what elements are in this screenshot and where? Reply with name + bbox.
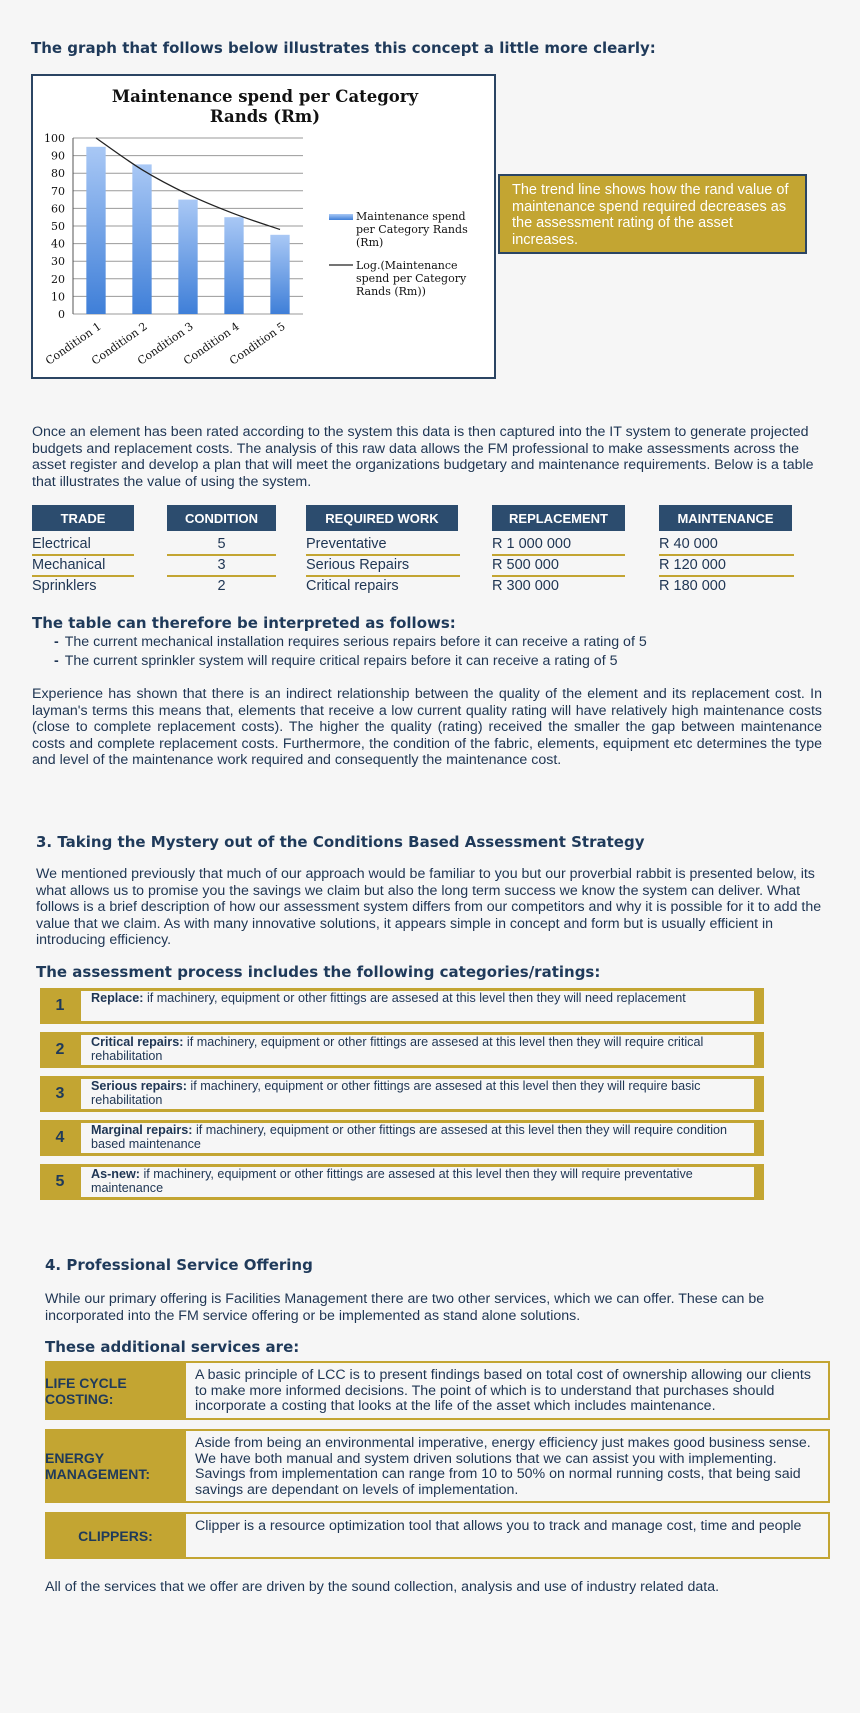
service-description: A basic principle of LCC is to present findings based on total cost of ownership allowing our clients to make more informed decisions. The point of which is to understand that purchases should incorporate a costing that looks at the life of the asset which includes maintenance. <box>186 1363 828 1418</box>
y-tick-label: 70 <box>51 184 65 198</box>
bar <box>132 164 151 314</box>
legend-entry-line: Log.(Maintenance <box>356 259 458 272</box>
cell-maintenance: R 180 000 <box>659 578 726 594</box>
x-tick-label: Condition 5 <box>227 319 288 368</box>
rating-item-2 <box>40 1032 764 1068</box>
paragraph-services: While our primary offering is Facilities Management there are two other services, which we can offer. These can be incorporated into the FM service offering or be implemented as stand alone solutions. <box>45 1291 765 1324</box>
section-4-heading: 4. Professional Service Offering <box>45 1256 313 1274</box>
legend-entry-line: (Rm) <box>356 236 384 249</box>
bar <box>224 217 243 314</box>
list-item: - The current sprinkler system will require critical repairs before it can receive a rating of 5 <box>54 653 618 669</box>
cell-required-work: Preventative <box>306 536 387 552</box>
bar <box>86 147 105 314</box>
service-label: LIFE CYCLE COSTING: <box>45 1374 127 1407</box>
rating-number: 5 <box>55 1173 65 1190</box>
row-divider <box>659 554 794 556</box>
rating-item-5 <box>40 1164 764 1200</box>
legend-entry-line: Rands (Rm)) <box>356 285 426 298</box>
paragraph-it-system: Once an element has been rated according to the system this data is then captured into the IT system to generate projected budgets and replacement costs. The analysis of this raw data allows the FM professional to make assessments across the asset register and develop a plan that will meet the organizations budgetary and maintenance requirements. Below is a table that illustrates the value of using the system. <box>32 424 814 490</box>
x-tick-label: Condition 1 <box>43 319 104 368</box>
service-label: ENERGY MANAGEMENT: <box>45 1450 150 1482</box>
bar <box>178 200 197 314</box>
y-tick-label: 50 <box>51 220 65 233</box>
row-divider <box>306 554 460 556</box>
cell-required-work: Critical repairs <box>306 578 399 594</box>
x-tick-label: Condition 3 <box>135 319 196 368</box>
closing-statement: All of the services that we offer are driven by the sound collection, analysis and use of industry related data. <box>45 1579 720 1595</box>
table-header-replacement: REPLACEMENT <box>492 505 625 531</box>
rating-item-3 <box>40 1076 764 1112</box>
y-tick-label: 100 <box>44 132 65 145</box>
paragraph-relationship: Experience has shown that there is an indirect relationship between the quality of the element and its replacement cost. In layman's terms this means that, elements that receive a low current quality rating will have relatively high maintenance costs (close to complete replacement costs). The higher the quality (rating) received the smaller the gap between maintenance costs and complete replacement costs. Furthermore, the condition of the fabric, elements, equipment etc determines the type and level of the maintenance work required and consequently the maintenance cost. <box>32 686 822 768</box>
y-tick-label: 40 <box>51 237 65 251</box>
paragraph-approach: We mentioned previously that much of our approach would be familiar to you but our proverbial rabbit is presented below, its what allows us to promise you the savings we claim but also the long term success we know the system can deliver. What follows is a brief description of how our assessment system differs from our competitors and why it is possible for it to add the value that we claim. As with many innovative solutions, it appears simple in concept and form but is usually efficient in introducing efficiency. <box>36 866 822 948</box>
legend-swatch-bars <box>329 214 353 220</box>
service-clippers <box>45 1512 830 1559</box>
cell-condition: 2 <box>217 578 226 594</box>
y-tick-label: 90 <box>51 149 65 163</box>
assessment-heading: The assessment process includes the following categories/ratings: <box>36 963 601 981</box>
table-header-condition: CONDITION <box>167 505 276 531</box>
service-label: CLIPPERS: <box>78 1527 153 1544</box>
row-divider <box>306 575 460 577</box>
rating-item-1 <box>40 988 764 1024</box>
cell-condition: 5 <box>217 536 226 552</box>
service-description: Aside from being an environmental imperative, energy efficiency just makes good business sense. We have both manual and system driven solutions that we can assist you with implementing. Savings from implementation can range from 10 to 50% on normal running costs, that being said savings are dependant on levels of implementation. <box>186 1431 828 1501</box>
x-tick-label: Condition 4 <box>181 319 242 368</box>
rating-text: Marginal repairs: if machinery, equipment or other fittings are assesed at this level then they will require condition based maintenance <box>81 1123 754 1153</box>
rating-text: Serious repairs: if machinery, equipment or other fittings are assesed at this level then they will require basic rehabilitation <box>81 1079 754 1109</box>
rating-number: 2 <box>55 1041 65 1058</box>
table-header-maintenance: MAINTENANCE <box>659 505 792 531</box>
service-life-cycle-costing <box>45 1361 830 1420</box>
trend-callout: The trend line shows how the rand value of maintenance spend required decreases as the assessment rating of the asset increases. <box>498 174 807 254</box>
cell-trade: Sprinklers <box>32 578 97 594</box>
x-tick-label: Condition 2 <box>89 319 150 368</box>
cell-trade: Electrical <box>32 536 91 552</box>
cell-trade: Mechanical <box>32 557 106 573</box>
y-tick-label: 10 <box>51 290 65 304</box>
y-tick-label: 0 <box>58 308 65 321</box>
rating-text: Critical repairs: if machinery, equipment or other fittings are assesed at this level then they will require critical rehabilitation <box>81 1035 754 1065</box>
cell-maintenance: R 120 000 <box>659 557 726 573</box>
table-header-trade: TRADE <box>32 505 134 531</box>
row-divider <box>32 554 134 556</box>
row-divider <box>32 575 134 577</box>
row-divider <box>659 575 794 577</box>
y-tick-label: 20 <box>51 272 65 286</box>
rating-number: 4 <box>55 1129 65 1146</box>
service-description: Clipper is a resource optimization tool that allows you to track and manage cost, time and people <box>186 1514 828 1557</box>
service-energy-management <box>45 1429 830 1503</box>
section-3-heading: 3. Taking the Mystery out of the Conditions Based Assessment Strategy <box>36 833 645 851</box>
y-tick-label: 60 <box>51 202 65 216</box>
cell-replacement: R 500 000 <box>492 557 559 573</box>
table-header-required-work: REQUIRED WORK <box>306 505 458 531</box>
rating-item-4 <box>40 1120 764 1156</box>
legend-entry <box>356 210 468 249</box>
legend-entry-line: per Category Rands <box>356 223 468 236</box>
interpret-list <box>54 633 647 671</box>
rating-number: 1 <box>55 997 65 1014</box>
chart-title <box>112 87 419 126</box>
cell-replacement: R 300 000 <box>492 578 559 594</box>
row-divider <box>167 554 276 556</box>
cell-maintenance: R 40 000 <box>659 536 718 552</box>
row-divider <box>492 575 625 577</box>
rating-text: As-new: if machinery, equipment or other fittings are assesed at this level then they will require preventative maintenance <box>81 1167 754 1197</box>
services-heading: These additional services are: <box>45 1338 300 1356</box>
y-tick-label: 30 <box>51 255 65 269</box>
cell-replacement: R 1 000 000 <box>492 536 572 552</box>
row-divider <box>492 554 625 556</box>
cell-condition: 3 <box>217 557 226 573</box>
intro-heading: The graph that follows below illustrates this concept a little more clearly: <box>31 39 656 57</box>
list-item: - The current mechanical installation requires serious repairs before it can receive a rating of 5 <box>54 634 647 650</box>
cell-required-work: Serious Repairs <box>306 557 410 573</box>
row-divider <box>167 575 276 577</box>
rating-text: Replace: if machinery, equipment or other fittings are assesed at this level then they will need replacement <box>81 991 754 1021</box>
maintenance-chart <box>33 76 494 377</box>
chart-frame <box>31 74 496 379</box>
legend-entry <box>356 259 467 298</box>
chart-title-line: Maintenance spend per Category <box>111 87 419 106</box>
y-tick-label: 80 <box>51 167 65 181</box>
legend-entry-line: spend per Category <box>356 272 467 285</box>
interpret-heading: The table can therefore be interpreted as follows: <box>32 614 456 632</box>
bar <box>270 235 289 314</box>
rating-number: 3 <box>55 1085 65 1102</box>
legend-entry-line: Maintenance spend <box>356 210 466 223</box>
chart-title-line: Rands (Rm) <box>209 107 321 126</box>
